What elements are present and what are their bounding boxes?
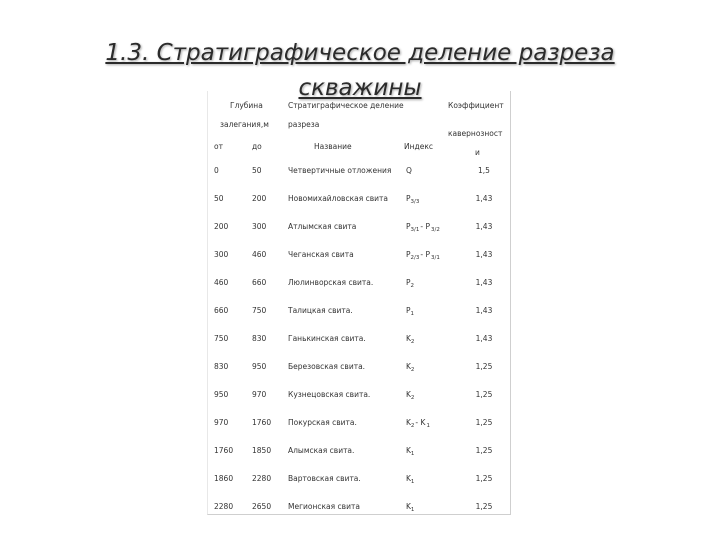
index-part-idx1: K — [406, 474, 411, 483]
depth-from: 0 — [214, 166, 219, 175]
table-row — [208, 474, 512, 502]
index-part-sub1: 1 — [410, 451, 415, 457]
depth-to: 950 — [252, 362, 267, 371]
depth-from: 460 — [214, 278, 229, 287]
formation-index — [406, 390, 414, 400]
index-part-idx1: P — [406, 278, 411, 287]
index-part-idx1: K — [406, 446, 411, 455]
index-part-idx1: Q — [406, 166, 412, 175]
header-to: до — [252, 142, 262, 151]
depth-from: 950 — [214, 390, 229, 399]
depth-from: 50 — [214, 194, 224, 203]
depth-from: 1860 — [214, 474, 234, 483]
index-part-idx1: P — [406, 250, 411, 259]
depth-to: 2280 — [252, 474, 272, 483]
formation-name: Чеганская свита — [288, 250, 354, 259]
cavernosity-coefficient: 1,25 — [475, 390, 493, 399]
table-row — [208, 390, 512, 418]
cavernosity-coefficient: 1,43 — [475, 278, 493, 287]
index-part-idx2: - K — [415, 418, 426, 427]
index-part-sub1: 1 — [410, 507, 415, 513]
index-part-sub1: 2 — [410, 423, 415, 429]
index-part-idx1: P — [406, 222, 411, 231]
index-part-idx1: K — [406, 502, 411, 511]
index-part-sub1: 1 — [410, 311, 415, 317]
formation-index — [406, 334, 414, 344]
index-part-idx1: K — [406, 418, 411, 427]
index-part-idx1: P — [406, 306, 411, 315]
header-strat-line1: Стратиграфическое деление — [288, 101, 404, 110]
cavernosity-coefficient: 1,25 — [475, 362, 493, 371]
formation-name: Березовская свита. — [288, 362, 366, 371]
formation-name: Четвертичные отложения — [288, 166, 392, 175]
cavernosity-coefficient: 1,43 — [475, 222, 493, 231]
depth-from: 750 — [214, 334, 229, 343]
cavernosity-coefficient: 1,43 — [475, 250, 493, 259]
header-coef-line1: Коэффициент — [448, 101, 504, 110]
formation-index — [406, 446, 414, 456]
cavernosity-coefficient: 1,25 — [475, 446, 493, 455]
formation-index — [406, 250, 440, 260]
index-part-sub1: 2 — [410, 283, 415, 289]
index-part-idx1: P — [406, 194, 411, 203]
formation-name: Кузнецовская свита. — [288, 390, 371, 399]
table-row — [208, 222, 512, 250]
table-row — [208, 166, 512, 194]
depth-from: 1760 — [214, 446, 234, 455]
cavernosity-coefficient: 1,43 — [475, 334, 493, 343]
formation-index — [406, 194, 419, 204]
header-depth-line2: залегания,м — [220, 120, 269, 129]
formation-name: Покурская свита. — [288, 418, 357, 427]
index-part-idx2: - P — [420, 222, 431, 231]
index-part-sub1: 3/1 — [410, 227, 420, 233]
depth-from: 660 — [214, 306, 229, 315]
cavernosity-coefficient: 1,43 — [475, 194, 493, 203]
title-line-1: 1.3. Стратиграфическое деление разреза — [105, 40, 615, 66]
table-row — [208, 334, 512, 362]
formation-name: Вартовская свита. — [288, 474, 361, 483]
depth-from: 200 — [214, 222, 229, 231]
table-row — [208, 194, 512, 222]
depth-to: 660 — [252, 278, 267, 287]
header-depth-line1: Глубина — [230, 101, 263, 110]
table-row — [208, 306, 512, 334]
formation-index — [406, 502, 414, 512]
formation-name: Атлымская свита — [288, 222, 357, 231]
depth-from: 300 — [214, 250, 229, 259]
cavernosity-coefficient: 1,25 — [475, 418, 493, 427]
header-from: от — [214, 142, 223, 151]
formation-index — [406, 474, 414, 484]
formation-index — [406, 166, 412, 176]
formation-name: Люлинворская свита. — [288, 278, 374, 287]
table-row — [208, 362, 512, 390]
cavernosity-coefficient: 1,25 — [475, 502, 493, 511]
depth-to: 50 — [252, 166, 262, 175]
cavernosity-coefficient: 1,25 — [475, 474, 493, 483]
index-part-idx1: K — [406, 334, 411, 343]
header-coef-line3: и — [475, 148, 480, 157]
depth-to: 300 — [252, 222, 267, 231]
table-row — [208, 278, 512, 306]
formation-name: Талицкая свита. — [288, 306, 353, 315]
index-part-sub2: 3/1 — [431, 255, 440, 261]
formation-name: Мегионская свита — [288, 502, 360, 511]
depth-to: 1850 — [252, 446, 272, 455]
formation-index — [406, 418, 430, 428]
index-part-sub2: 3/2 — [431, 227, 440, 233]
title-line-2: скважины — [298, 75, 422, 101]
header-strat-line2: разреза — [288, 120, 320, 129]
index-part-sub2: 1 — [426, 423, 430, 429]
formation-name: Алымская свита. — [288, 446, 355, 455]
index-part-sub1: 2 — [410, 339, 415, 345]
formation-index — [406, 306, 414, 316]
index-part-sub1: 2 — [410, 367, 415, 373]
depth-to: 2650 — [252, 502, 272, 511]
header-index: Индекс — [404, 142, 433, 151]
index-part-sub1: 1 — [410, 479, 415, 485]
depth-from: 2280 — [214, 502, 234, 511]
index-part-sub1: 2 — [410, 395, 415, 401]
index-part-sub1: 3/3 — [410, 199, 420, 205]
index-part-idx1: K — [406, 390, 411, 399]
table-row — [208, 502, 512, 530]
formation-name: Новомихайловская свита — [288, 194, 389, 203]
header-name: Название — [314, 142, 352, 151]
cavernosity-coefficient: 1,43 — [475, 306, 493, 315]
depth-to: 750 — [252, 306, 267, 315]
depth-from: 970 — [214, 418, 229, 427]
depth-to: 1760 — [252, 418, 272, 427]
formation-index — [406, 222, 440, 232]
header-coef-line2: кавернозност — [448, 129, 503, 138]
depth-to: 830 — [252, 334, 267, 343]
formation-index — [406, 278, 414, 288]
table-row — [208, 418, 512, 446]
index-part-sub1: 2/3 — [410, 255, 420, 261]
formation-name: Ганькинская свита. — [288, 334, 366, 343]
depth-from: 830 — [214, 362, 229, 371]
depth-to: 200 — [252, 194, 267, 203]
formation-index — [406, 362, 414, 372]
index-part-idx1: K — [406, 362, 411, 371]
table-row — [208, 250, 512, 278]
index-part-idx2: - P — [420, 250, 431, 259]
cavernosity-coefficient: 1,5 — [478, 166, 490, 175]
depth-to: 970 — [252, 390, 267, 399]
stratigraphy-table — [207, 91, 511, 515]
table-row — [208, 446, 512, 474]
depth-to: 460 — [252, 250, 267, 259]
